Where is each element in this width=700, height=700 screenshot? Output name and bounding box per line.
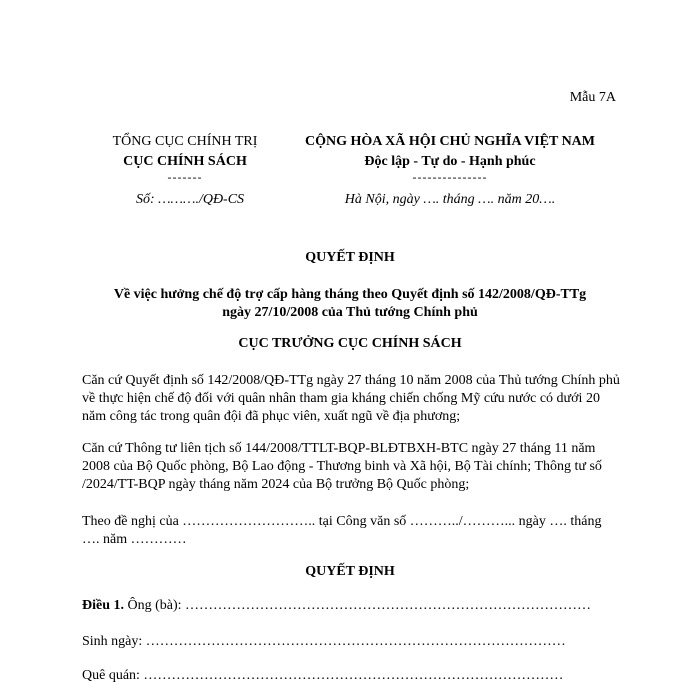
parent-organization: TỔNG CỤC CHÍNH TRỊ bbox=[112, 134, 258, 149]
hometown-field: Quê quán: ……………………………………………………………………………… bbox=[82, 668, 564, 683]
decision-title: QUYẾT ĐỊNH bbox=[305, 564, 395, 579]
proposal-paragraph: Theo đề nghị của ……………………….. tại Công văn số ………../………... ngày …. tháng …. năm ………… bbox=[82, 514, 602, 547]
left-divider: ------- bbox=[167, 170, 203, 184]
legal-basis-paragraph-2: Căn cứ Thông tư liên tịch số 144/2008/TTLT-BQP-BLĐTBXH-BTC ngày 27 tháng 11 năm 2008 của Bộ Quốc phòng, Bộ Lao động - Thương binh và Xã hội, Bộ Tài chính; Thông tư số /2024/TT-BQP ngày tháng năm 2024 của Bộ trưởng Bộ Quốc phòng; bbox=[82, 441, 602, 492]
national-motto: Độc lập - Tự do - Hạnh phúc bbox=[364, 154, 536, 169]
form-code: Mẫu 7A bbox=[569, 90, 616, 105]
subject-line-1: Về việc hưởng chế độ trợ cấp hàng tháng theo Quyết định số 142/2008/QĐ-TTg bbox=[113, 287, 587, 302]
authority-title: CỤC TRƯỞNG CỤC CHÍNH SÁCH bbox=[238, 336, 462, 351]
document-number: Số: ………./QĐ-CS bbox=[135, 192, 245, 207]
issuing-organization bbox=[100, 132, 270, 182]
legal-basis-paragraph-1: Căn cứ Quyết định số 142/2008/QĐ-TTg ngày 27 tháng 10 năm 2008 của Thủ tướng Chính phủ về thực hiện chế độ đối với quân nhân tham gia kháng chiến chống Mỹ cứu nước có dưới 20 năm công tác trong quân đội đã phục viên, xuất ngũ về địa phương; bbox=[82, 373, 620, 424]
subject-line-2: ngày 27/10/2008 của Thủ tướng Chính phủ bbox=[222, 305, 478, 320]
nation-name: CỘNG HÒA XÃ HỘI CHỦ NGHĨA VIỆT NAM bbox=[304, 134, 595, 149]
article-1-text: Ông (bà): …………………………………………………………………………… bbox=[124, 598, 592, 613]
organization-name: CỤC CHÍNH SÁCH bbox=[123, 154, 247, 169]
document-title: QUYẾT ĐỊNH bbox=[305, 250, 395, 265]
article-1-label: Điều 1. bbox=[82, 598, 124, 613]
document-subject bbox=[0, 286, 700, 322]
national-header bbox=[290, 132, 610, 182]
place-date: Hà Nội, ngày …. tháng …. năm 20…. bbox=[344, 192, 556, 207]
right-divider: --------------- bbox=[412, 170, 488, 184]
birth-date-field: Sinh ngày: ……………………………………………………………………………… bbox=[82, 634, 566, 649]
article-1-name-field bbox=[82, 598, 591, 614]
